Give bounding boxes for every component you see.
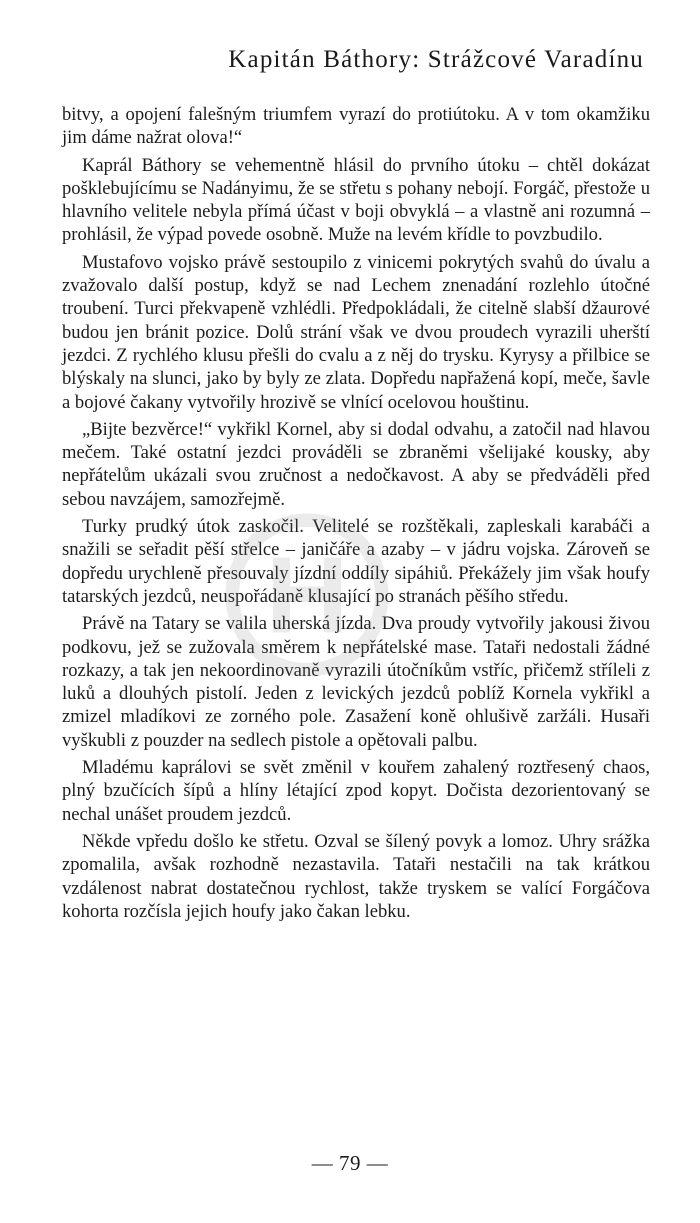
paragraph-6: Právě na Tatary se valila uherská jízda. Dva proudy vytvořily jakousi živou podkovu, jež se zužovala směrem k nepřátelské mase. Tataři nedostali žádné rozkazy, a tak jen nekoordinovaně vyrazili útočníkům vstříc, přičemž stříleli z luků a dlouhých pistolí. Jeden z levických jezdců poblíž Kornela vykřikl a zmizel mladíkovi ze zorného pole. Zasažení koně ohlušivě zaržáli. Husaři vyškubli z pouzder na sedlech pistole a opětovali palbu.: [62, 613, 650, 751]
paragraph-8: Někde vpředu došlo ke střetu. Ozval se šílený povyk a lomoz. Uhry srážka zpomalila, avšak rozhodně nezastavila. Tataři nestačili na tak krátkou vzdálenost nabrat dostatečnou rychlost, takže tryskem se valící Forgáčova kohorta rozčísla jejich houfy jako čakan lebku.: [62, 830, 650, 922]
book-text-body: [62, 103, 650, 927]
paragraph-2: Kaprál Báthory se vehementně hlásil do prvního útoku – chtěl dokázat pošklebujícímu se Nadányimu, že se střetu s pohany nebojí. Forgáč, přestože u hlavního velitele nebyla přímá účast v boji obvyklá – a vlastně ani rozumná – prohlásil, že výpad povede osobně. Muže na levém křídle to povzbudilo.: [62, 154, 650, 246]
running-header-title: Kapitán Báthory: Strážcové Varadínu: [228, 46, 644, 73]
paragraph-5: Turky prudký útok zaskočil. Velitelé se rozštěkali, zapleskali karabáči a snažili se seřadit pěší střelce – janičáře a azaby – v jádru vojska. Zároveň se dopředu urychleně přesouvaly jízdní oddíly sipáhiů. Překážely jim však houfy tatarských jezdců, neuspořádaně klusající po stranách pěšího středu.: [62, 516, 650, 607]
page-number: — 79 —: [311, 1151, 389, 1175]
paragraph-3: Mustafovo vojsko právě sestoupilo z vinicemi pokrytých svahů do úvalu a zvažovalo další postup, když se nad Lechem znenadání rozlehlo útočné troubení. Turci překvapeně vzhlédli. Předpokládali, že citelně slabší džaurové budou jen bránit pozice. Dolů strání však ve dvou proudech vyrazili uherští jezdci. Z rychlého klusu přešli do cvalu a z něj do trysku. Kyrysy a přilbice se blýskaly na slunci, jako by byly ze zlata. Dopředu napřažená kopí, meče, šavle a bojové čakany vytvořily hrozivě se vlnící ocelovou houštinu.: [62, 251, 650, 413]
paragraph-4: „Bijte bezvěrce!“ vykřikl Kornel, aby si dodal odvahu, a zatočil nad hlavou mečem. Také ostatní jezdci prováděli se zbraněmi všelijaké kousky, aby nepřátelům ukázali svou zručnost a nedočkavost. A aby se předváděli před sebou navzájem, samozřejmě.: [62, 418, 650, 510]
paragraph-1: bitvy, a opojení falešným triumfem vyrazí do protiútoku. A v tom okamžiku jim dáme nažrat olova!“: [62, 104, 650, 149]
paragraph-7: Mladému kaprálovi se svět změnil v kouřem zahalený roztřesený chaos, plný bzučících šípů a hlíny létající zpod kopyt. Dočista dezorientovaný se nechal unášet proudem jezdců.: [62, 757, 650, 825]
